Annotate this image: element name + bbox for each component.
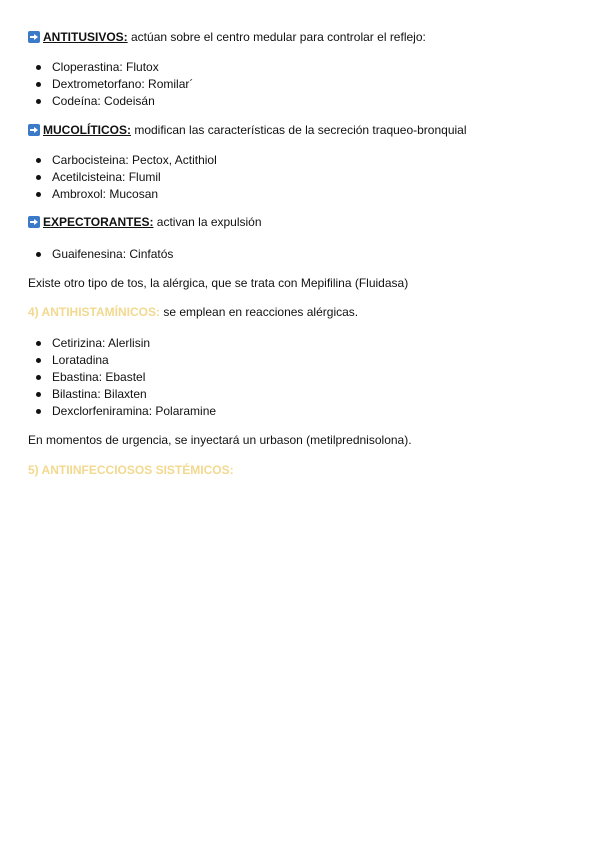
list-item: Dextrometorfano: Romilar´: [0, 76, 193, 93]
section5-heading: 5) ANTIINFECCIOSOS SISTÉMICOS:: [28, 463, 234, 477]
list-item: Codeína: Codeisán: [0, 93, 193, 110]
arrow-right-icon: [28, 124, 40, 136]
mucoliticos-paragraph: [28, 123, 467, 138]
mucoliticos-desc: modifican las características de la secreción traqueo-bronquial: [131, 123, 467, 137]
expectorantes-list: [0, 246, 173, 263]
antitusivos-list: [0, 59, 193, 110]
expectorantes-term: EXPECTORANTES:: [43, 215, 154, 229]
mucoliticos-list: [0, 152, 217, 203]
list-item: Cloperastina: Flutox: [0, 59, 193, 76]
list-item: Loratadina: [0, 352, 216, 369]
antitusivos-term: ANTITUSIVOS:: [43, 30, 128, 44]
list-item: Ebastina: Ebastel: [0, 369, 216, 386]
list-item: Guaifenesina: Cinfatós: [0, 246, 173, 263]
note-tos: Existe otro tipo de tos, la alérgica, que se trata con Mepifilina (Fluidasa): [28, 276, 409, 290]
mucoliticos-term: MUCOLÍTICOS:: [43, 123, 131, 137]
antihistaminicos-heading: 4) ANTIHISTAMÍNICOS:: [28, 305, 160, 319]
list-item: Cetirizina: Alerlisin: [0, 335, 216, 352]
arrow-right-icon: [28, 216, 40, 228]
arrow-right-icon: [28, 31, 40, 43]
list-item: Ambroxol: Mucosan: [0, 186, 217, 203]
antihistaminicos-desc: se emplean en reacciones alérgicas.: [160, 305, 359, 319]
antitusivos-paragraph: [28, 30, 426, 45]
list-item: Acetilcisteina: Flumil: [0, 169, 217, 186]
antihistaminicos-paragraph: [28, 305, 358, 320]
list-item: Dexclorfeniramina: Polaramine: [0, 403, 216, 420]
antitusivos-desc: actúan sobre el centro medular para controlar el reflejo:: [127, 30, 426, 44]
expectorantes-desc: activan la expulsión: [153, 215, 262, 229]
list-item: Bilastina: Bilaxten: [0, 386, 216, 403]
note-urgencia: En momentos de urgencia, se inyectará un urbason (metilprednisolona).: [28, 433, 412, 447]
list-item: Carbocisteina: Pectox, Actithiol: [0, 152, 217, 169]
expectorantes-paragraph: [28, 215, 262, 230]
antihistaminicos-list: [0, 335, 216, 420]
